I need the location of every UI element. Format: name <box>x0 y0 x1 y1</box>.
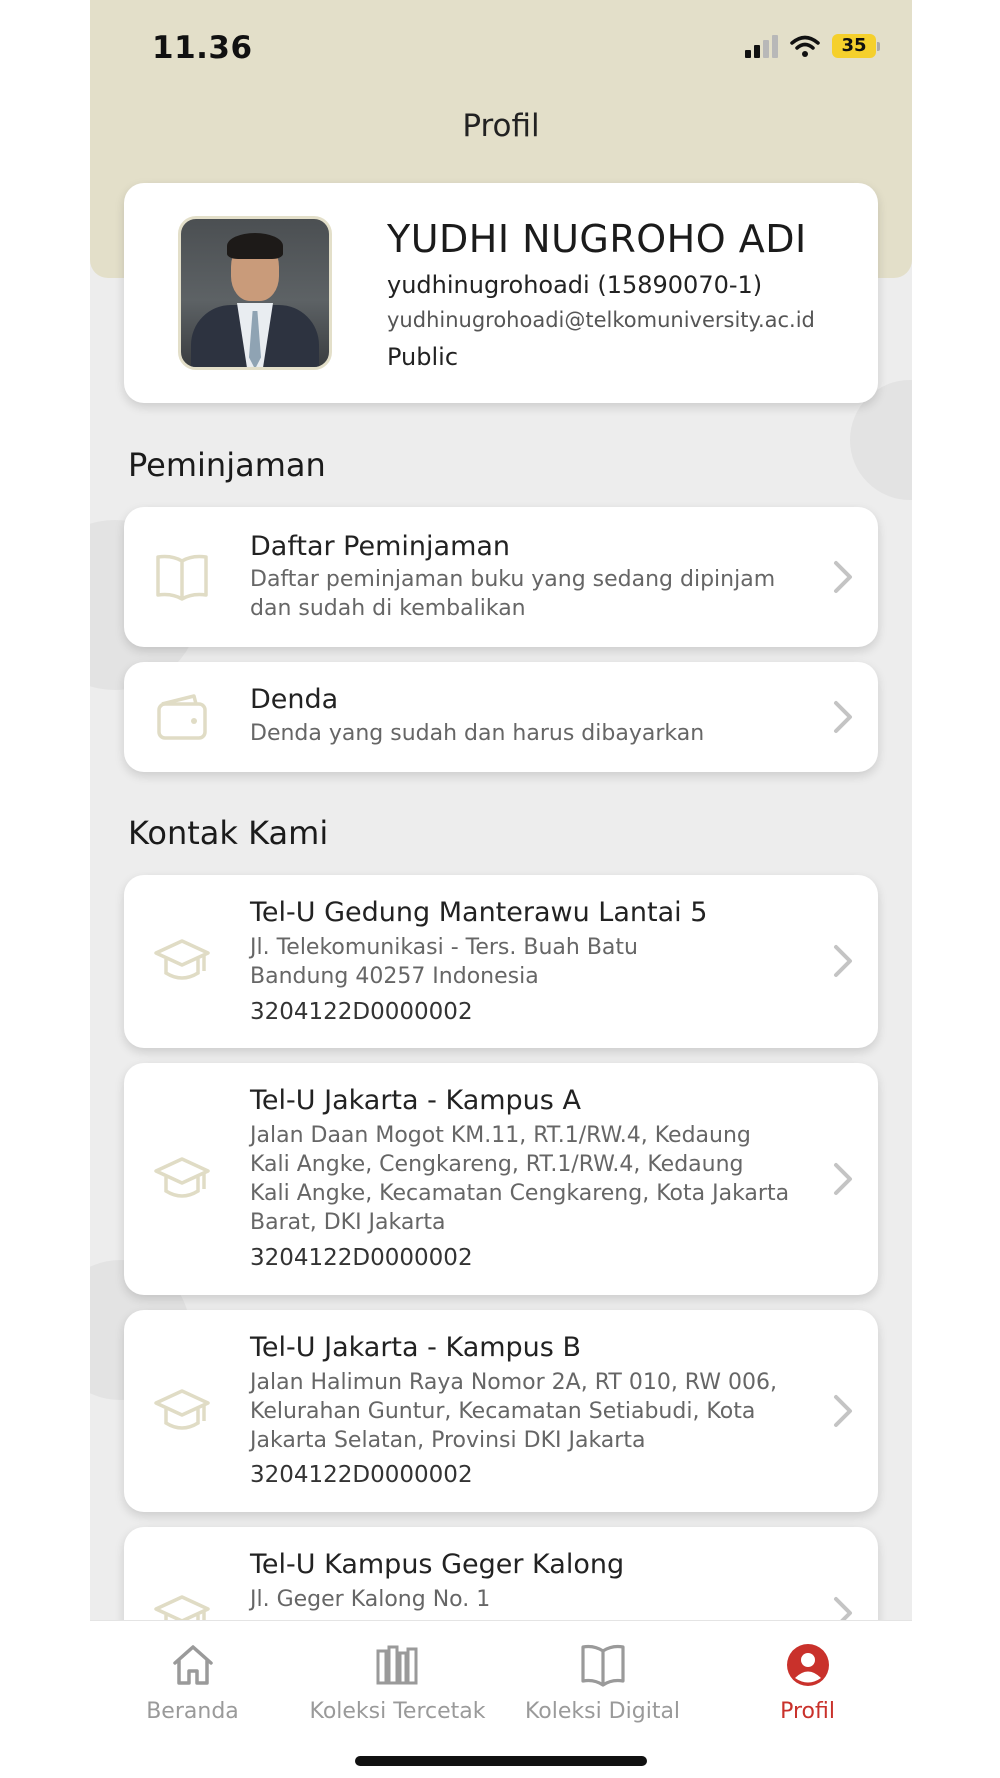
contact-address: Jl. Geger Kalong No. 1 <box>250 1587 491 1612</box>
graduation-cap-icon <box>154 1383 210 1439</box>
battery-icon <box>832 34 880 58</box>
nav-item-koleksi-tercetak[interactable] <box>295 1641 500 1724</box>
avatar <box>178 216 332 370</box>
profile-email: yudhinugrohoadi@telkomuniversity.ac.id <box>387 308 815 332</box>
contact-item[interactable] <box>124 1063 878 1295</box>
contact-item[interactable] <box>124 1310 878 1512</box>
contact-code: 3204122D0000002 <box>250 999 473 1025</box>
nav-label: Beranda <box>146 1699 239 1724</box>
nav-label: Koleksi Digital <box>524 1699 681 1724</box>
menu-item-title: Denda <box>250 684 339 715</box>
profile-card <box>124 183 878 403</box>
chevron-right-icon <box>830 697 856 737</box>
contact-code: 3204122D0000002 <box>250 1462 473 1488</box>
chevron-right-icon <box>830 557 856 597</box>
menu-item-subtitle: Denda yang sudah dan harus dibayarkan <box>250 721 705 746</box>
contact-address: Jl. Telekomunikasi - Ters. Buah Batu Bandung 40257 Indonesia <box>250 935 638 989</box>
book-open-icon <box>154 549 210 605</box>
wifi-icon <box>790 34 820 58</box>
nav-item-beranda[interactable] <box>90 1641 295 1724</box>
home-indicator <box>355 1756 647 1766</box>
status-time: 11.36 <box>152 30 253 66</box>
contact-title: Tel-U Jakarta - Kampus A <box>250 1085 581 1116</box>
contact-item[interactable] <box>124 875 878 1048</box>
menu-item-title: Daftar Peminjaman <box>250 531 511 562</box>
contact-title: Tel-U Gedung Manterawu Lantai 5 <box>250 897 708 928</box>
app-screen <box>90 0 912 1778</box>
section-title-peminjaman: Peminjaman <box>128 446 326 484</box>
menu-item-daftar-peminjaman[interactable] <box>124 507 878 647</box>
menu-item-denda[interactable] <box>124 662 878 772</box>
nav-item-profil[interactable] <box>705 1641 910 1724</box>
signal-icon <box>745 34 778 58</box>
profile-member-type: Public <box>387 343 459 371</box>
contact-code: 3204122D0000002 <box>250 1245 473 1271</box>
chevron-right-icon <box>830 941 856 981</box>
nav-label: Profil <box>780 1699 835 1724</box>
graduation-cap-icon <box>154 1151 210 1207</box>
book-open-icon <box>579 1641 627 1689</box>
contact-address: Jalan Daan Mogot KM.11, RT.1/RW.4, Kedaung Kali Angke, Cengkareng, RT.1/RW.4, Kedaung Kali Angke, Kecamatan Cengkareng, Kota Jakarta Barat, DKI Jakarta <box>250 1123 790 1235</box>
graduation-cap-icon <box>154 933 210 989</box>
chevron-right-icon <box>830 1391 856 1431</box>
nav-item-koleksi-digital[interactable] <box>500 1641 705 1724</box>
contact-address: Jalan Halimun Raya Nomor 2A, RT 010, RW 006, Kelurahan Guntur, Kecamatan Setiabudi, Kota Jakarta Selatan, Provinsi DKI Jakarta <box>250 1370 777 1453</box>
status-icons <box>745 34 880 58</box>
home-icon <box>169 1641 217 1689</box>
chevron-right-icon <box>830 1159 856 1199</box>
user-circle-icon <box>784 1641 832 1689</box>
profile-username: yudhinugrohoadi (15890070-1) <box>387 271 763 299</box>
bottom-nav <box>90 1620 912 1778</box>
section-title-kontak: Kontak Kami <box>128 814 329 852</box>
books-icon <box>374 1641 422 1689</box>
nav-label: Koleksi Tercetak <box>309 1699 486 1724</box>
battery-level: 35 <box>832 34 876 58</box>
page-title: Profil <box>462 108 540 144</box>
contact-title: Tel-U Kampus Geger Kalong <box>250 1549 625 1580</box>
contact-title: Tel-U Jakarta - Kampus B <box>250 1332 581 1363</box>
profile-name: YUDHI NUGROHO ADI <box>387 217 807 261</box>
wallet-icon <box>154 690 210 746</box>
menu-item-subtitle: Daftar peminjaman buku yang sedang dipinjam dan sudah di kembalikan <box>250 567 776 621</box>
